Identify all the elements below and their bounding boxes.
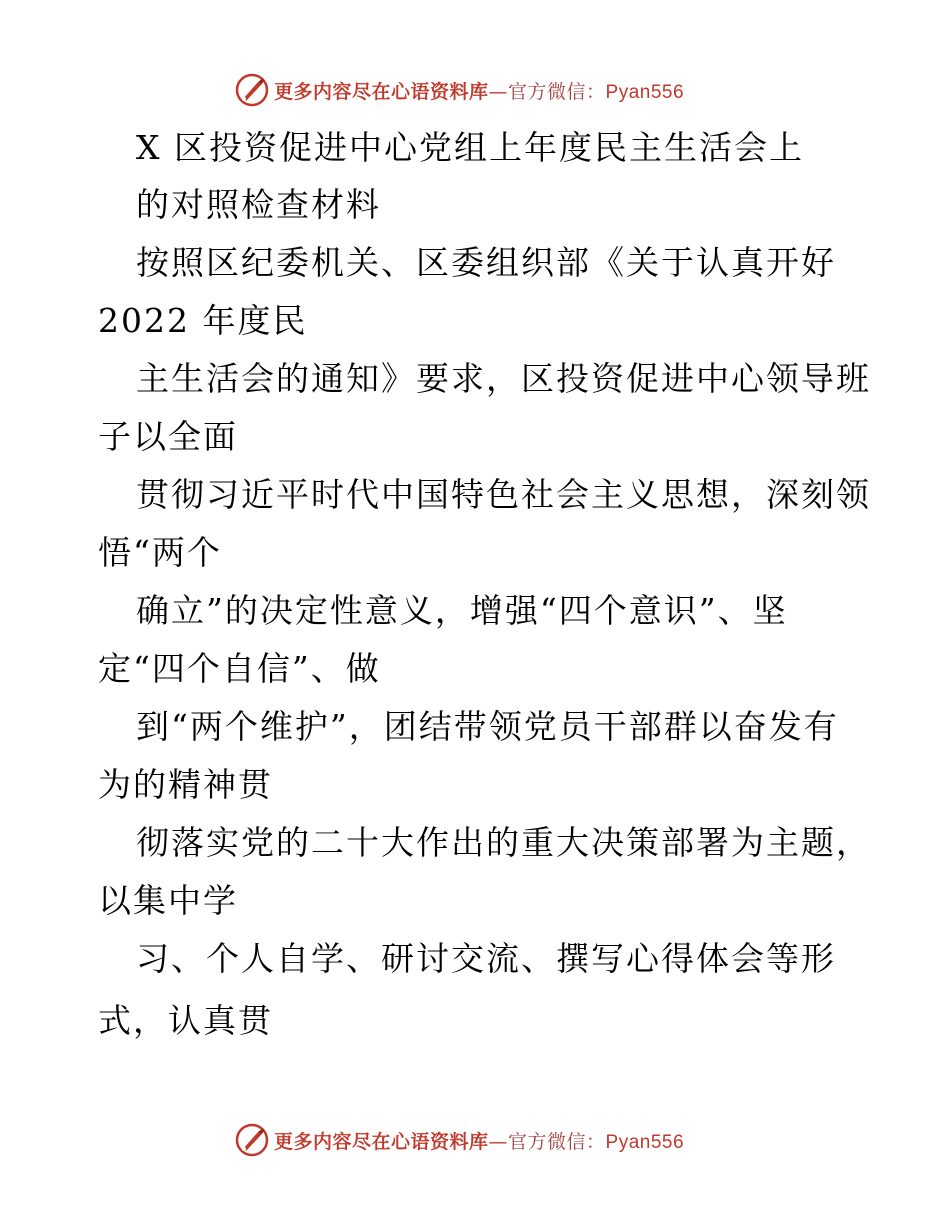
watermark-header [234,70,684,110]
watermark-site-name: 更多内容尽在心语资料库 [274,1130,489,1153]
text-line: 彻落实党的二十大作出的重大决策部署为主题， [136,823,871,862]
quill-seal-icon [234,72,270,108]
watermark-wechat-label: 官方微信： [508,80,606,103]
watermark-dash: — [488,80,509,103]
document-title-line-2: 的对照检查材料 [136,185,381,224]
watermark-site-name: 更多内容尽在心语资料库 [274,80,489,103]
text-line: 确立”的决定性意义，增强“四个意识”、坚 [136,591,788,630]
text-line: 习、个人自学、研讨交流、撰写心得体会等形 [136,939,836,978]
text-line: 主生活会的通知》要求，区投资促进中心领导班 [136,359,871,398]
watermark-wechat-id: Pyan556 [605,81,685,103]
quill-seal-icon [234,1122,270,1158]
watermark-dash: — [488,1130,509,1153]
watermark-wechat-id: Pyan556 [605,1131,685,1153]
watermark-wechat-label: 官方微信： [508,1130,606,1153]
text-line: 2022 年度民 [98,301,308,340]
watermark-footer [234,1120,684,1160]
text-line: 悟“两个 [98,533,222,572]
text-line: 以集中学 [98,881,238,920]
text-line: 到“两个维护”，团结带领党员干部群以奋发有 [136,707,839,746]
text-line: 贯彻习近平时代中国特色社会主义思想，深刻领 [136,475,871,514]
text-line: 为的精神贯 [98,765,273,804]
text-line: 式，认真贯 [98,1001,273,1040]
text-line: 按照区纪委机关、区委组织部《关于认真开好 [136,243,836,282]
document-title-line-1: X 区投资促进中心党组上年度民主生活会上 [136,128,804,167]
text-line: 定“四个自信”、做 [98,649,381,688]
text-line: 子以全面 [98,417,238,456]
